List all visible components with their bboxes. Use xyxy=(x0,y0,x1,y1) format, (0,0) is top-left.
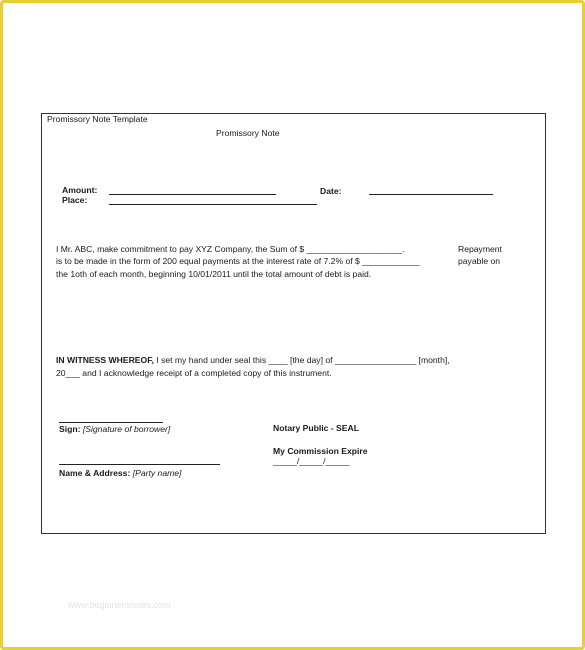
body-line-2-text: is to be made in the form of 200 equal payments at the interest rate of 7.2% of $ ____________ xyxy=(56,256,420,266)
witness-line-1 xyxy=(56,354,450,367)
sign-placeholder: [Signature of borrower] xyxy=(82,424,171,434)
body-repayment: Repayment xyxy=(458,244,502,254)
sign-row xyxy=(59,424,170,434)
commission-label: My Commission Expire xyxy=(273,446,368,456)
body-line-2 xyxy=(56,255,420,268)
place-label: Place: xyxy=(62,195,88,205)
body-payable-on: payable on xyxy=(458,256,501,266)
amount-label: Amount: xyxy=(62,185,98,195)
name-row xyxy=(59,468,181,478)
name-placeholder: [Party name] xyxy=(132,468,182,478)
document-title: Promissory Note xyxy=(216,128,280,138)
witness-heading: IN WITNESS WHEREOF, xyxy=(56,355,154,365)
name-label: Name & Address: xyxy=(59,468,131,478)
date-field[interactable] xyxy=(369,194,493,195)
commission-date-blank: _____/_____/_____ xyxy=(273,456,350,466)
signature-line[interactable] xyxy=(59,422,163,423)
promissory-note-document xyxy=(41,113,546,534)
watermark: www.beginnersnotes.com xyxy=(68,600,171,610)
sign-label: Sign: xyxy=(59,424,81,434)
notary-label: Notary Public - SEAL xyxy=(273,423,359,433)
name-address-line[interactable] xyxy=(59,464,220,465)
witness-line-1-rest: I set my hand under seal this ____ [the day] of _________________ [month], xyxy=(156,355,450,365)
witness-line-2: 20___ and I acknowledge receipt of a completed copy of this instrument. xyxy=(56,368,332,378)
place-field[interactable] xyxy=(109,204,317,205)
date-label: Date: xyxy=(320,186,342,196)
body-line-1 xyxy=(56,243,405,256)
body-line-1-text: I Mr. ABC, make commitment to pay XYZ Company, the Sum of $ ____________________. xyxy=(56,244,405,254)
template-label: Promissory Note Template xyxy=(47,114,148,124)
amount-field[interactable] xyxy=(109,194,276,195)
body-line-3: the 1oth of each month, beginning 10/01/2011 until the total amount of debt is paid. xyxy=(56,269,372,279)
